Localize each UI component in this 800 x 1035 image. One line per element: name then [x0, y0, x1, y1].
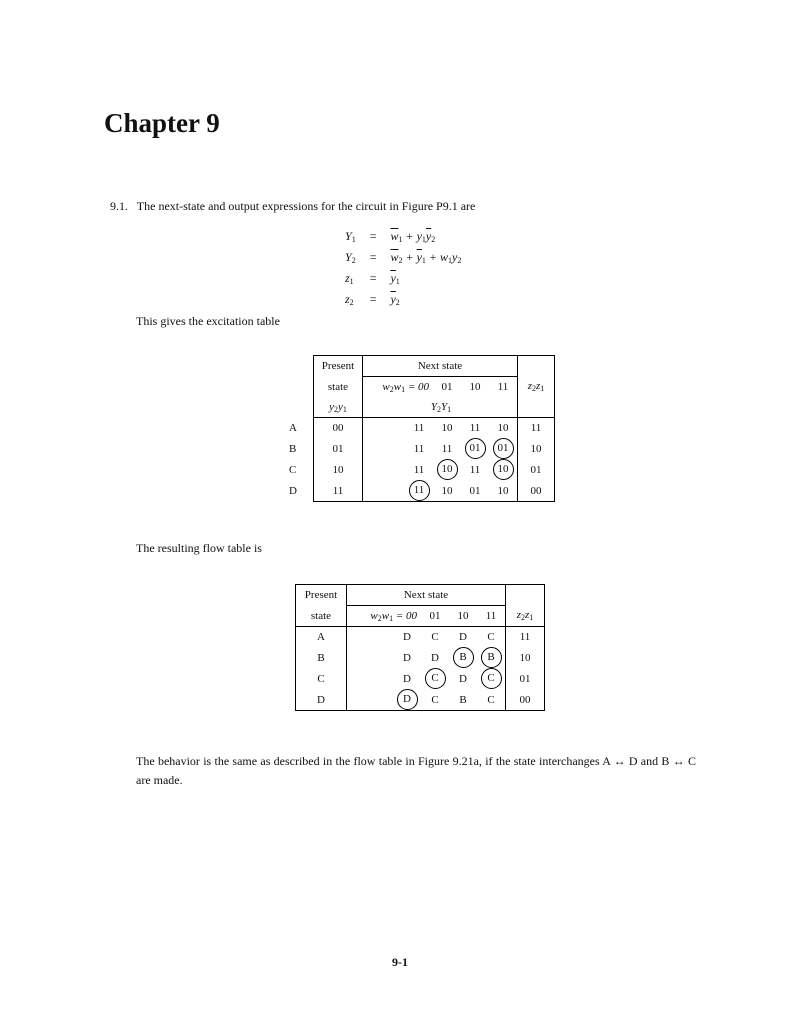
flow-present-state: A	[296, 627, 347, 648]
present-state: 00	[314, 418, 363, 439]
present-state: 01	[314, 438, 363, 459]
flow-input-header: $w_2w_1 = 00$	[370, 609, 417, 623]
row-label: B	[289, 442, 297, 455]
input-col: 10	[469, 381, 481, 393]
stable-state-circle: C	[481, 668, 502, 689]
flow-input-col: 10	[457, 610, 469, 622]
next-state-cell: 10	[489, 418, 518, 439]
table-row	[296, 689, 545, 711]
flow-input-col: 11	[485, 610, 497, 622]
flow-next-cell: C	[477, 627, 506, 648]
equation-rhs: $\overline{w}_2 + \overline{y}_1 + w_1y_2$	[390, 250, 462, 265]
row-label: C	[289, 463, 297, 476]
output-cell: 10	[518, 438, 555, 459]
flow-present-header-1: Present	[296, 585, 347, 606]
excitation-table	[281, 355, 555, 502]
present-state-header-2: state	[314, 377, 363, 398]
equation-rhs: $\overline{w}_1 + y_1\overline{y}_2$	[390, 229, 436, 244]
equation-lhs: $Y_2$	[345, 250, 356, 265]
flow-next-cell: B	[449, 689, 477, 711]
stable-state-circle: 10	[493, 459, 514, 480]
flow-output-cell: 00	[506, 689, 545, 711]
next-state-cell: 10	[433, 418, 461, 439]
input-header: $w_2w_1 = 00$	[382, 380, 429, 394]
input-col: 11	[497, 381, 509, 393]
equation-rhs: $\overline{y}_2$	[390, 292, 400, 307]
equation-row: $z_2$ = $\overline{y}_2$	[345, 289, 461, 310]
output-header: $z_2z_1$	[518, 377, 555, 398]
equation-rhs: $\overline{y}_1$	[390, 271, 400, 286]
next-state-cell: 10	[433, 480, 461, 502]
table-row	[296, 647, 545, 668]
present-state-header-1: Present	[314, 356, 363, 377]
next-state-cell: 10	[489, 480, 518, 502]
table-row	[296, 627, 545, 648]
next-state-subheader: $Y_2Y_1$	[430, 400, 452, 414]
flow-output-cell: 10	[506, 647, 545, 668]
next-state-cell: 11	[413, 442, 425, 455]
stable-state-circle: D	[397, 689, 418, 710]
next-state-cell: 11	[461, 418, 489, 439]
table-row	[281, 438, 555, 459]
present-state-header-3: $y_2y_1$	[314, 397, 363, 418]
flow-present-state: B	[296, 647, 347, 668]
input-col: 01	[441, 381, 453, 393]
flow-next-cell: C	[421, 689, 449, 711]
flow-next-cell: D	[393, 627, 421, 648]
present-state: 10	[314, 459, 363, 480]
equation-lhs: $Y_1$	[345, 229, 356, 244]
flow-next-cell: D	[403, 651, 411, 664]
next-state-cell: 11	[441, 442, 453, 455]
output-cell: 11	[518, 418, 555, 439]
flow-next-cell: D	[431, 651, 439, 664]
table-row	[296, 668, 545, 689]
row-label: A	[289, 421, 297, 434]
table-row	[281, 459, 555, 480]
output-cell: 01	[518, 459, 555, 480]
next-state-cell: 11	[405, 418, 433, 439]
stable-state-circle: C	[425, 668, 446, 689]
flow-next-state-header: Next state	[347, 585, 506, 606]
row-label: D	[289, 484, 297, 497]
flow-present-header-2: state	[296, 606, 347, 627]
stable-state-circle: 01	[465, 438, 486, 459]
problem-number: 9.1.	[110, 199, 128, 213]
table-row	[281, 480, 555, 502]
present-state: 11	[314, 480, 363, 502]
problem-intro	[110, 199, 475, 214]
flow-input-col: 01	[429, 610, 441, 622]
equation-row: $Y_2$ = $\overline{w}_2 + \overline{y}_1 + w_1y_2$	[345, 247, 461, 268]
stable-state-circle: 01	[493, 438, 514, 459]
flow-next-cell: D	[403, 672, 411, 685]
stable-state-circle: B	[453, 647, 474, 668]
equation-row: $z_1$ = $\overline{y}_1$	[345, 268, 461, 289]
problem-intro-text: The next-state and output expressions for the circuit in Figure P9.1 are	[136, 199, 476, 213]
stable-state-circle: B	[481, 647, 502, 668]
output-cell: 00	[518, 480, 555, 502]
flow-next-cell: D	[459, 672, 467, 685]
conclusion-paragraph: The behavior is the same as described in the flow table in Figure 9.21a, if the state interchanges A ↔ D and B ↔ C are made.	[136, 754, 696, 787]
flow-next-cell: C	[421, 627, 449, 648]
flow-output-cell: 11	[506, 627, 545, 648]
next-state-cell: 11	[413, 463, 425, 476]
next-state-cell: 11	[469, 463, 481, 476]
flow-present-state: C	[296, 668, 347, 689]
flow-present-state: D	[296, 689, 347, 711]
flow-intro: The resulting flow table is	[136, 541, 262, 555]
flow-output-header: $z_2z_1$	[506, 606, 545, 627]
flow-next-cell: C	[477, 689, 506, 711]
next-state-header: Next state	[363, 356, 518, 377]
table-row	[281, 418, 555, 439]
chapter-title: Chapter 9	[104, 108, 220, 138]
flow-table	[295, 584, 545, 711]
stable-state-circle: 11	[409, 480, 430, 501]
equation-lhs: $z_2$	[345, 292, 354, 307]
equation-lhs: $z_1$	[345, 271, 354, 286]
excitation-intro: This gives the excitation table	[136, 314, 280, 328]
equations	[345, 226, 461, 310]
flow-output-cell: 01	[506, 668, 545, 689]
equation-row: $Y_1$ = $\overline{w}_1 + y_1\overline{y}_2$	[345, 226, 461, 247]
page-number: 9-1	[392, 955, 408, 969]
next-state-cell: 01	[461, 480, 489, 502]
flow-next-cell: D	[449, 627, 477, 648]
stable-state-circle: 10	[437, 459, 458, 480]
